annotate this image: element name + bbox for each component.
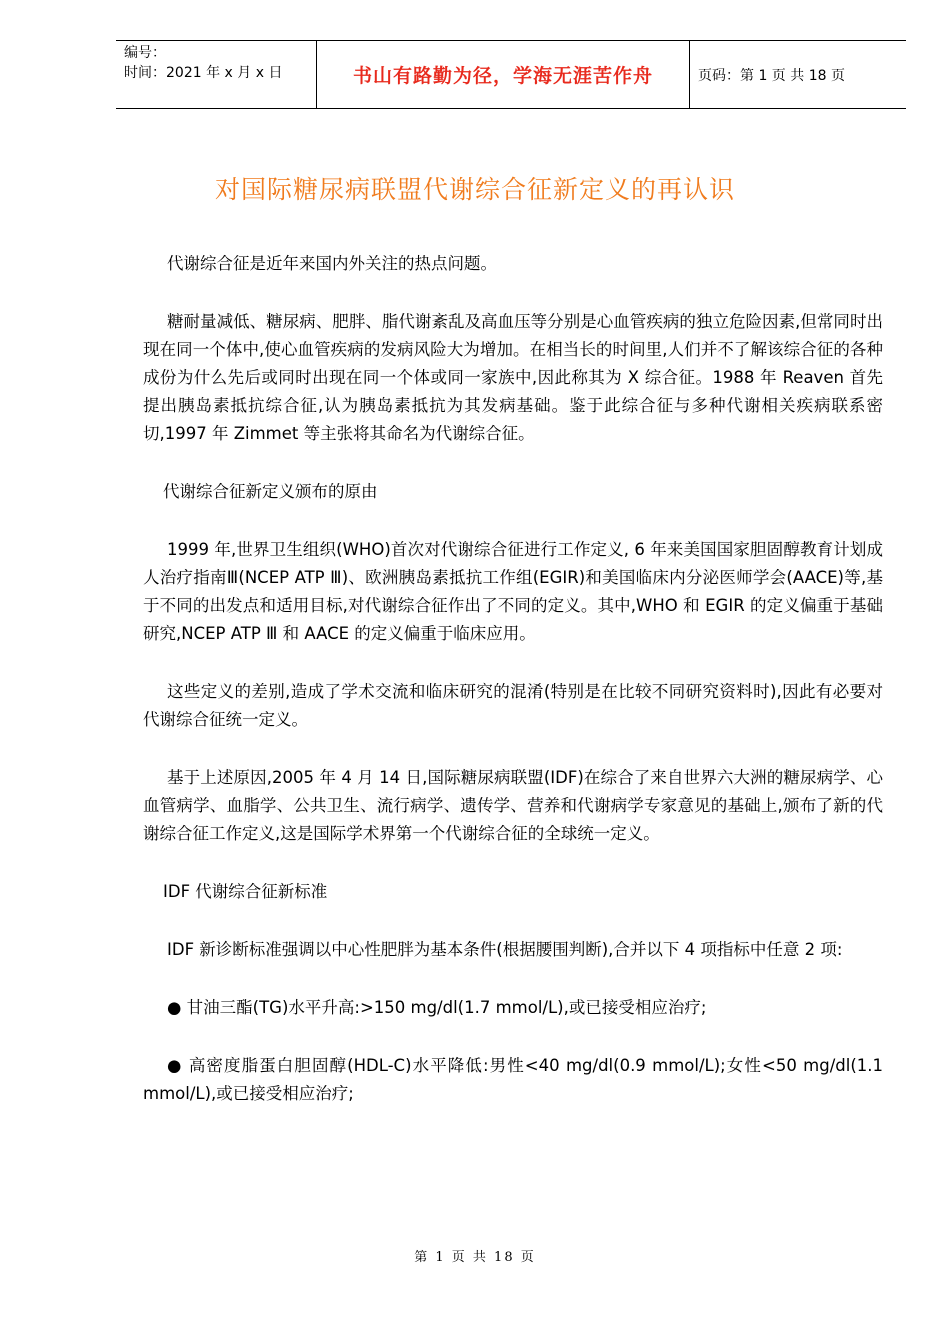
document-title: 对国际糖尿病联盟代谢综合征新定义的再认识 [214,175,735,204]
paragraph: 1999 年,世界卫生组织(WHO)首次对代谢综合征进行工作定义, 6 年来美国国家胆固醇教育计划成人治疗指南Ⅲ(NCEP ATP Ⅲ)、欧洲胰岛素抵抗工作组(EGIR)和美国临床内分泌医师学会(AACE)等,基于不同的出发点和适用目标,对代谢综合征作出了不同的定义。其中,WHO 和 EGIR 的定义偏重于基础研究,NCEP ATP Ⅲ 和 AACE 的定义偏重于临床应用。 [143,540,883,643]
bullet-item: ● 高密度脂蛋白胆固醇(HDL-C)水平降低:男性<40 mg/dl(0.9 mmol/L);女性<50 mg/dl(1.1 mmol/L),或已接受相应治疗; [143,1056,883,1103]
page-footer: 第 1 页 共 18 页 [414,1250,536,1265]
section-heading: IDF 代谢综合征新标准 [163,882,328,901]
document-body [143,250,883,1138]
paragraph: 这些定义的差别,造成了学术交流和临床研究的混淆(特别是在比较不同研究资料时),因此有必要对代谢综合征统一定义。 [143,682,883,729]
page-header [116,40,906,109]
bullet-item: ● 甘油三酯(TG)水平升高:>150 mg/dl(1.7 mmol/L),或已接受相应治疗; [167,998,707,1017]
paragraph: IDF 新诊断标准强调以中心性肥胖为基本条件(根据腰围判断),合并以下 4 项指标中任意 2 项: [167,940,843,959]
paragraph: 代谢综合征是近年来国内外关注的热点问题。 [167,254,497,273]
document-time-label: 时间：2021 年 x 月 x 日 [124,65,283,81]
header-meta [116,41,316,108]
paragraph: 基于上述原因,2005 年 4 月 14 日,国际糖尿病联盟(IDF)在综合了来自世界六大洲的糖尿病学、心血管病学、血脂学、公共卫生、流行病学、遗传学、营养和代谢病学专家意见的基础上,颁布了新的代谢综合征工作定义,这是国际学术界第一个代谢综合征的全球统一定义。 [143,768,883,843]
document-number-label: 编号： [124,45,166,61]
paragraph: 糖耐量减低、糖尿病、肥胖、脂代谢紊乱及高血压等分别是心血管疾病的独立危险因素,但常同时出现在同一个体中,使心血管疾病的发病风险大为增加。在相当长的时间里,人们并不了解该综合征的各种成份为什么先后或同时出现在同一个体或同一家族中,因此称其为 X 综合征。1988 年 Reaven 首先提出胰岛素抵抗综合征,认为胰岛素抵抗为其发病基础。鉴于此综合征与多种代谢相关疾病联系密切,1997 年 Zimmet 等主张将其命名为代谢综合征。 [143,312,883,443]
header-motto: 书山有路勤为径，学海无涯苦作舟 [316,41,690,108]
section-heading: 代谢综合征新定义颁布的原由 [163,482,378,501]
header-page-info: 页码：第 1 页 共 18 页 [698,67,845,84]
